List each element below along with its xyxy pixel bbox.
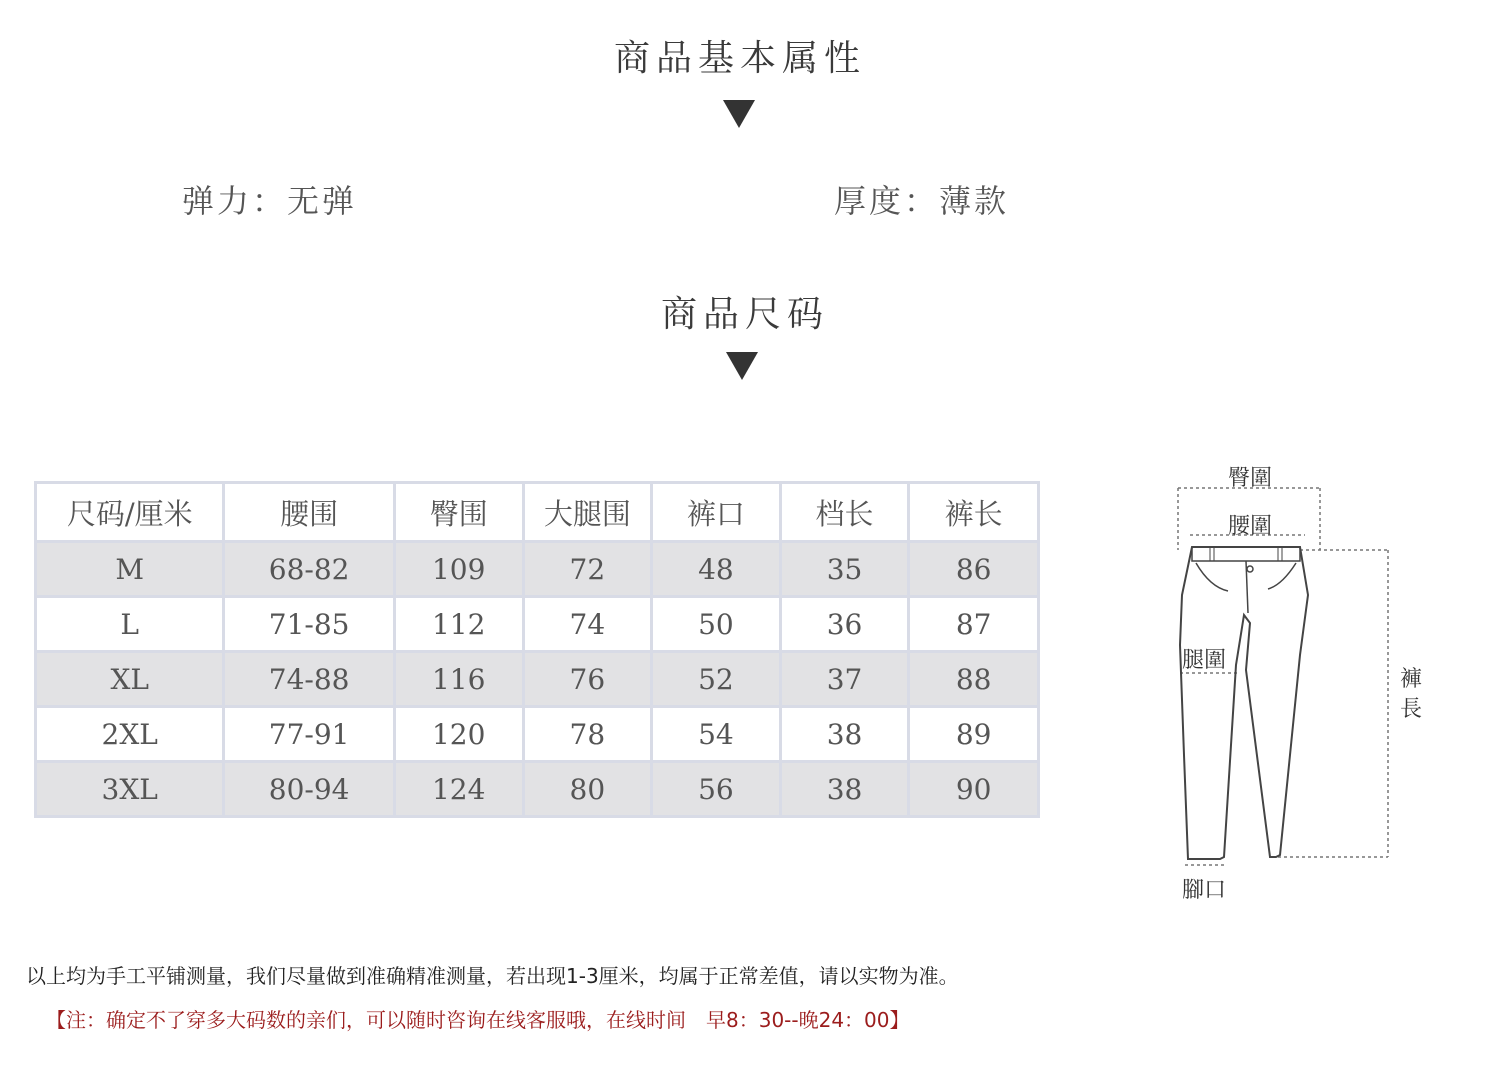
table-cell: 38	[780, 762, 909, 817]
table-cell: 112	[394, 597, 523, 652]
table-cell: M	[36, 542, 224, 597]
table-row	[36, 597, 1039, 652]
table-row	[36, 762, 1039, 817]
table-cell: 109	[394, 542, 523, 597]
table-cell: 36	[780, 597, 909, 652]
table-cell: 116	[394, 652, 523, 707]
table-cell: 54	[652, 707, 781, 762]
table-cell: 72	[523, 542, 652, 597]
thigh-label: 腿圍	[1182, 648, 1227, 673]
length-label: 褲長	[1400, 667, 1423, 722]
attributes-section-title: 商品基本属性	[613, 38, 866, 79]
table-row	[36, 542, 1039, 597]
table-cell: 37	[780, 652, 909, 707]
table-cell: 86	[909, 542, 1039, 597]
table-row	[36, 652, 1039, 707]
header-cell: 腰围	[224, 483, 394, 542]
table-cell: 38	[780, 707, 909, 762]
table-cell: 88	[909, 652, 1039, 707]
table-cell: 80	[523, 762, 652, 817]
hem-label: 腳口	[1182, 878, 1227, 903]
table-cell: XL	[36, 652, 224, 707]
table-cell: 50	[652, 597, 781, 652]
table-header-row	[36, 483, 1039, 542]
table-cell: 74-88	[224, 652, 394, 707]
measurement-note: 以上均为手工平铺测量，我们尽量做到准确精准测量，若出现1-3厘米，均属于正常差值，请以实物为准。	[26, 964, 959, 988]
header-cell: 裤长	[909, 483, 1039, 542]
table-cell: 71-85	[224, 597, 394, 652]
hip-label: 臀圍	[1228, 466, 1273, 491]
table-cell: 52	[652, 652, 781, 707]
table-cell: 48	[652, 542, 781, 597]
table-cell: 77-91	[224, 707, 394, 762]
size-section-title: 商品尺码	[660, 294, 829, 335]
header-cell: 档长	[780, 483, 909, 542]
elasticity-attribute: 弹力：无弹	[182, 182, 358, 220]
waist-label: 腰圍	[1228, 514, 1273, 539]
table-cell: 80-94	[224, 762, 394, 817]
thickness-attribute: 厚度：薄款	[834, 182, 1010, 220]
table-cell: 78	[523, 707, 652, 762]
size-table	[34, 481, 1040, 818]
table-cell: 74	[523, 597, 652, 652]
header-cell: 裤口	[652, 483, 781, 542]
table-row	[36, 707, 1039, 762]
table-cell: 124	[394, 762, 523, 817]
header-cell: 臀围	[394, 483, 523, 542]
header-cell: 大腿围	[523, 483, 652, 542]
down-arrow-icon	[723, 100, 755, 128]
table-cell: L	[36, 597, 224, 652]
table-cell: 90	[909, 762, 1039, 817]
header-cell: 尺码/厘米	[36, 483, 224, 542]
table-cell: 87	[909, 597, 1039, 652]
table-cell: 56	[652, 762, 781, 817]
table-cell: 2XL	[36, 707, 224, 762]
table-cell: 3XL	[36, 762, 224, 817]
table-cell: 68-82	[224, 542, 394, 597]
pants-measurement-diagram	[1150, 455, 1450, 905]
customer-service-note: 【注：确定不了穿多大码数的亲们，可以随时咨询在线客服哦，在线时间 早8：30--晚24：00】	[46, 1008, 910, 1032]
table-cell: 89	[909, 707, 1039, 762]
table-cell: 35	[780, 542, 909, 597]
down-arrow-icon	[726, 352, 758, 380]
table-cell: 120	[394, 707, 523, 762]
table-cell: 76	[523, 652, 652, 707]
